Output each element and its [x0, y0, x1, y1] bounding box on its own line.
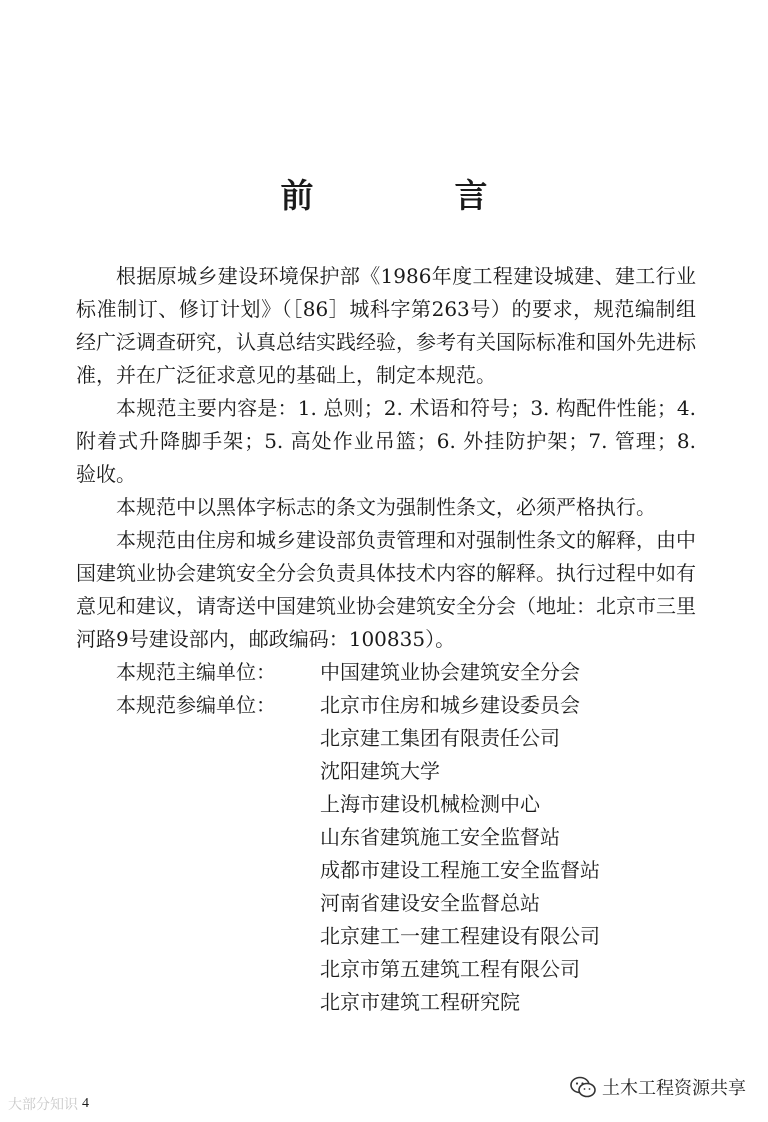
participant-item: 北京建工一建工程建设有限公司: [320, 924, 600, 948]
participant-item: 沈阳建筑大学: [320, 759, 440, 783]
participant-item: 北京市住房和城乡建设委员会: [320, 693, 580, 717]
participant-item: 北京市第五建筑工程有限公司: [320, 957, 580, 981]
paragraph-mandatory: 本规范中以黑体字标志的条文为强制性条文，必须严格执行。: [116, 495, 656, 519]
chief-editor-row: [76, 656, 696, 689]
page-number: 4: [82, 1096, 89, 1111]
watermark-right: [570, 1074, 746, 1100]
watermark-right-text: 土木工程资源共享: [602, 1078, 746, 1099]
participant-item: 北京市建筑工程研究院: [320, 990, 520, 1014]
paragraph-basis: 根据原城乡建设环境保护部《1986年度工程建设城建、建工行业标准制订、修订计划》（［86］城科字第263号）的要求，规范编制组经广泛调查研究，认真总结实践经验，参考有关国际标准和国外先进标准，并在广泛征求意见的基础上，制定本规范。: [76, 264, 696, 387]
paragraph-contents: 本规范主要内容是：1. 总则；2. 术语和符号；3. 构配件性能；4. 附着式升降脚手架；5. 高处作业吊篮；6. 外挂防护架；7. 管理；8. 验收。: [76, 396, 696, 486]
participant-item: 上海市建设机械检测中心: [320, 792, 540, 816]
participants-list: [320, 689, 696, 1019]
participant-item: 成都市建设工程施工安全监督站: [320, 858, 600, 882]
participants-label: 本规范参编单位：: [116, 693, 276, 717]
paragraph-management: 本规范由住房和城乡建设部负责管理和对强制性条文的解释，由中国建筑业协会建筑安全分会负责具体技术内容的解释。执行过程中如有意见和建议，请寄送中国建筑业协会建筑安全分会（地址：北京市三里河路9号建设部内，邮政编码：100835）。: [76, 528, 696, 651]
wechat-icon: [570, 1076, 596, 1098]
page-title: 前 言: [280, 176, 542, 215]
document-body: [76, 260, 696, 1019]
participant-item: 河南省建设安全监督总站: [320, 891, 540, 915]
chief-editor-label: 本规范主编单位：: [116, 660, 276, 684]
participant-item: 山东省建筑施工安全监督站: [320, 825, 560, 849]
chief-editor-value: 中国建筑业协会建筑安全分会: [320, 660, 580, 684]
participant-item: 北京建工集团有限责任公司: [320, 726, 560, 750]
participants-row: [76, 689, 696, 1019]
watermark-left: 大部分知识: [8, 1097, 78, 1113]
